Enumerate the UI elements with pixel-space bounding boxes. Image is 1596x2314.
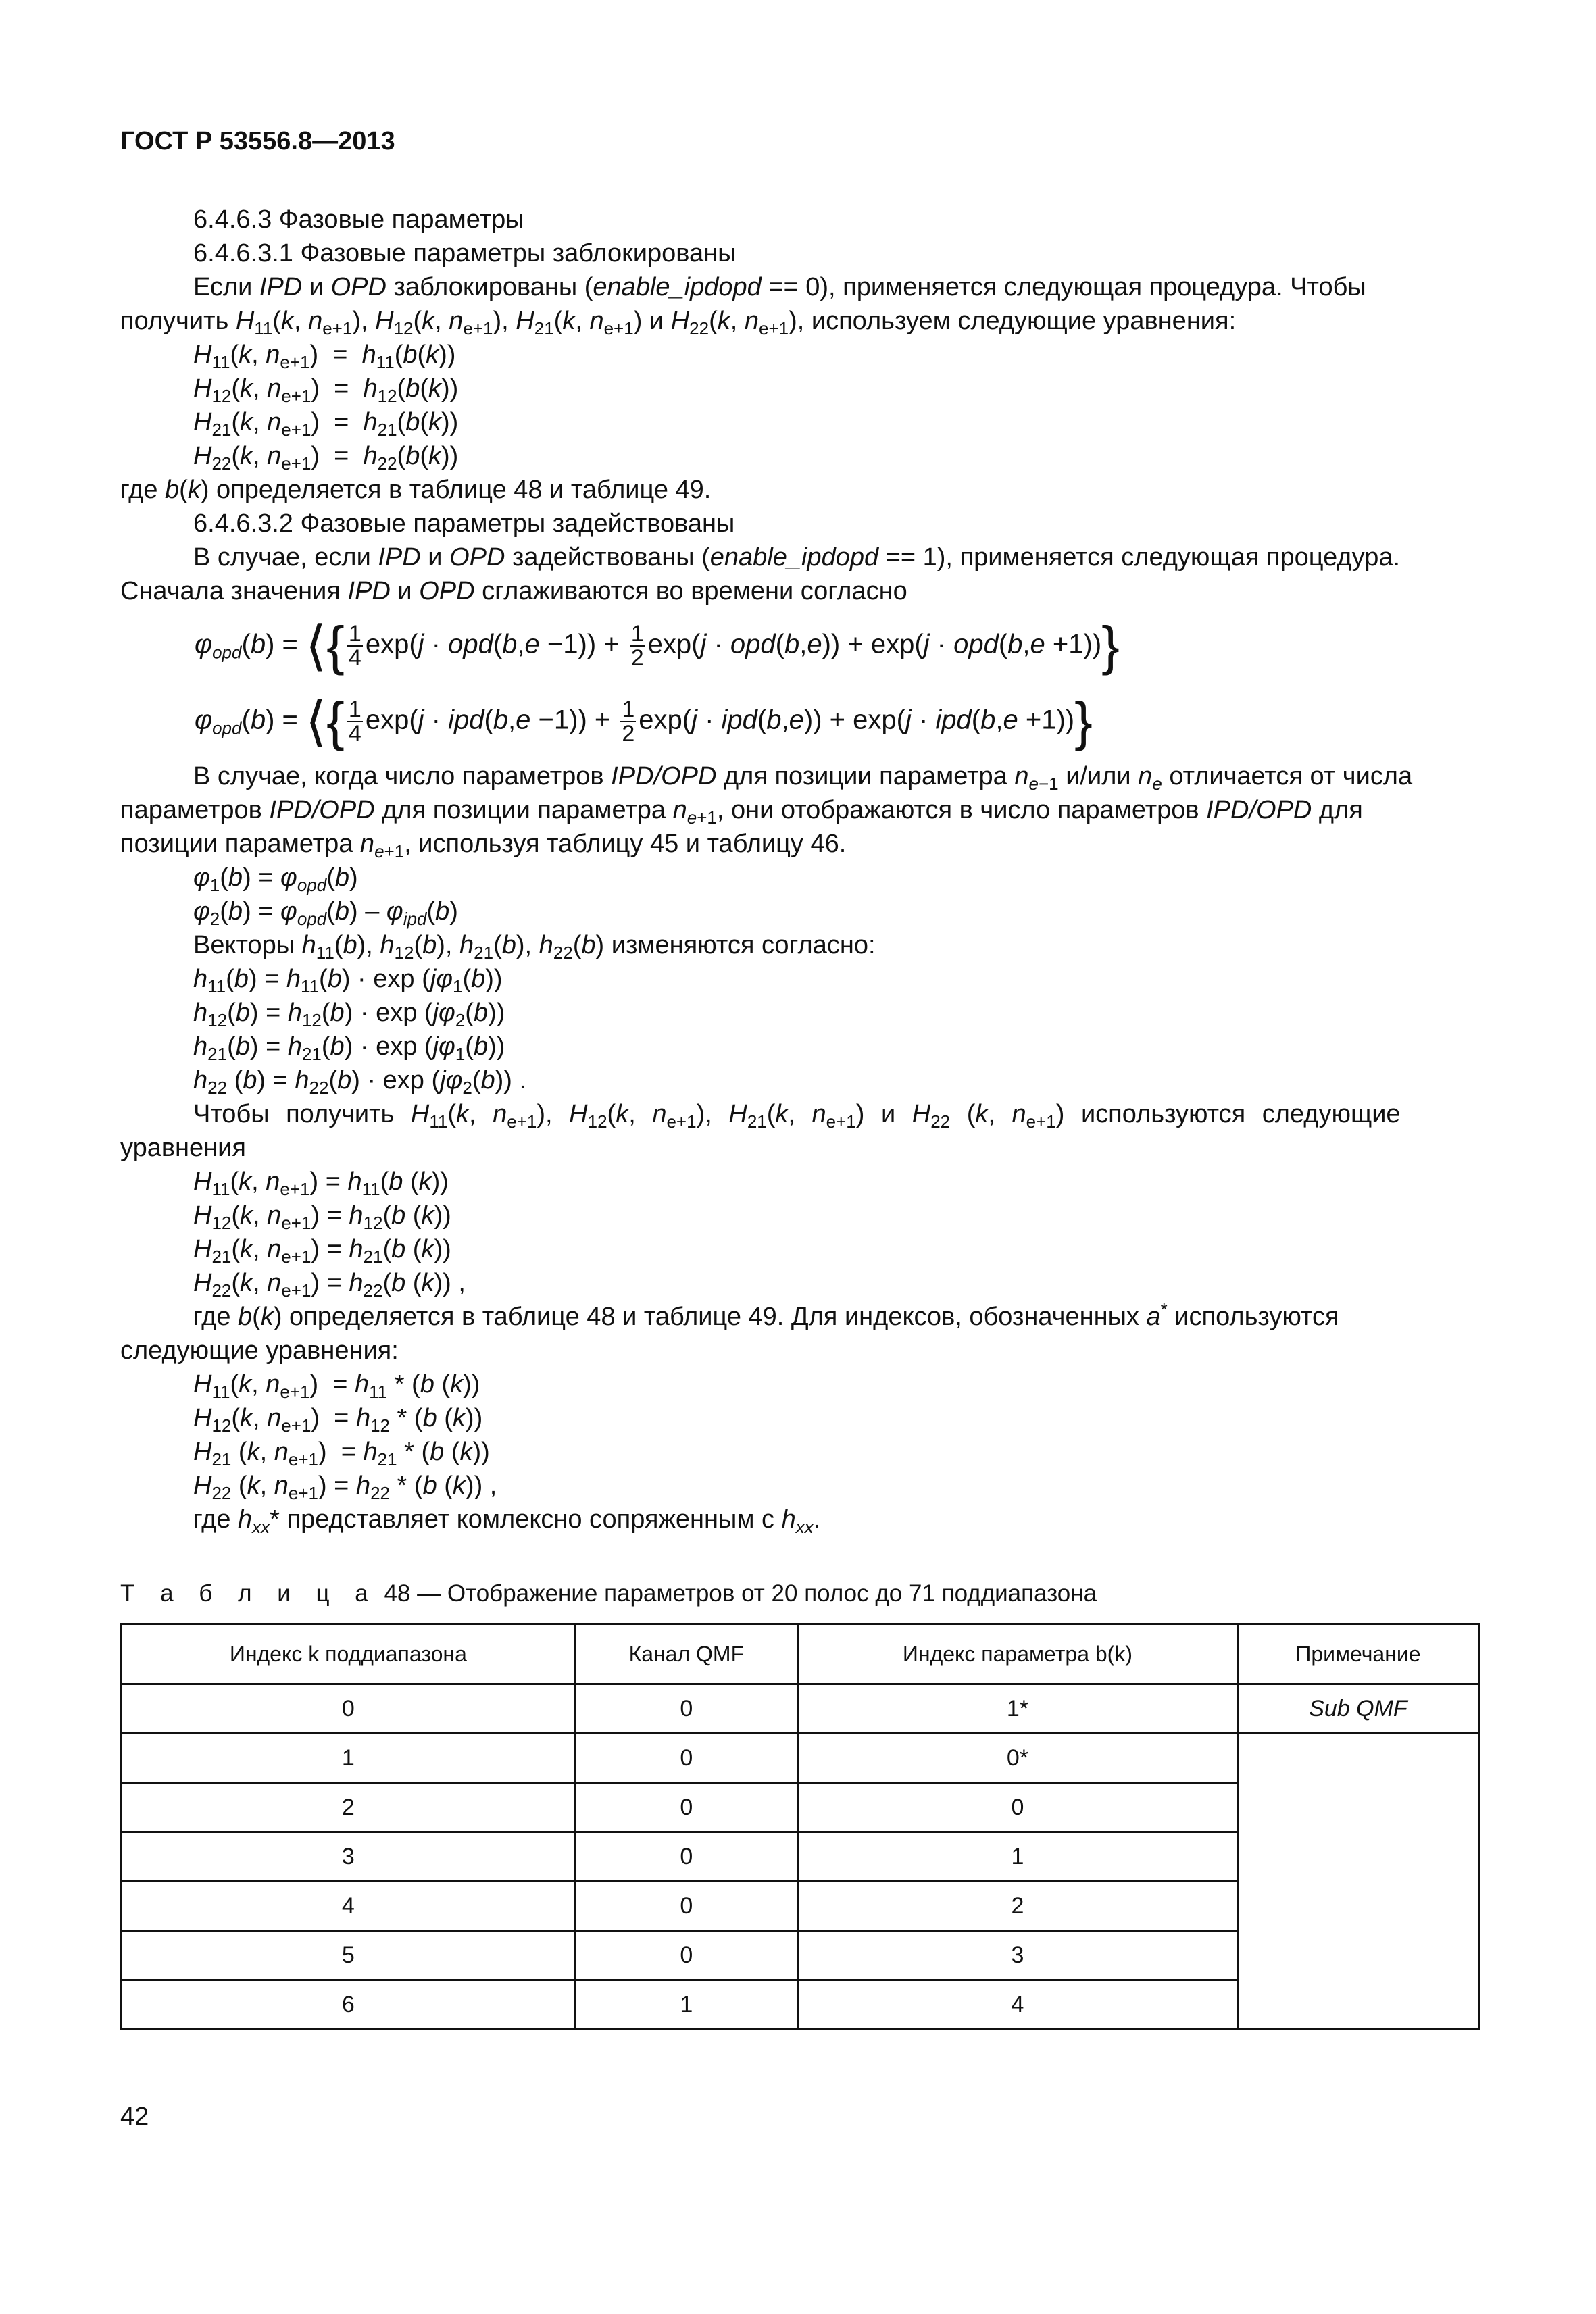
table-cell: 6 [122, 1980, 576, 2030]
paragraph: Сначала значения IPD и OPD сглаживаются во времени согласно [120, 577, 907, 605]
table-cell: 2 [797, 1882, 1237, 1931]
table-cell: 0 [575, 1684, 797, 1734]
paragraph: позиции параметра $n_{e+1}$, используя таблицу 45 и таблицу 46. [120, 830, 847, 861]
table-cell: 0 [575, 1783, 797, 1832]
equation: $h_{11}(b) = h_{11}(b) \cdot \exp (j\varphi_1(b))$ [193, 965, 503, 997]
table-cell: 3 [122, 1832, 576, 1882]
table-caption: Т а б л и ц а 48 — Отображение параметров от 20 полос до 71 поддиапазона [120, 1580, 1097, 1607]
paragraph: Чтобы получить $H_{11}(k$, $n_{e+1}$), $H_{12}(k$, $n_{e+1}$), $H_{21}(k$, $n_{e+1}$) и $H_{22}$ (k, $n_{e+1}$) используются следующие [193, 1100, 1401, 1132]
table-cell: 0 [122, 1684, 576, 1734]
equation: $H_{22}$ (k, $n_{e+1}) = h_{22} * (b$ (k)) , [193, 1472, 497, 1503]
equation: $H_{21}(k$, $n_{e+1}) = h_{21}(b(k))$ [193, 408, 459, 440]
column-header: Канал QMF [575, 1624, 797, 1684]
equation: $H_{12}(k$, $n_{e+1}) = h_{12}(b(k))$ [193, 374, 459, 406]
section-heading: 6.4.6.3.2 Фазовые параметры задействованы [193, 509, 735, 538]
paragraph: В случае, когда число параметров IPD/OPD для позиции параметра $n_{e-1}$ и/или $n_e$ отличается от числа [193, 762, 1413, 794]
table-header-row [122, 1624, 1479, 1684]
paragraph: получить $H_{11}(k$, $n_{e+1}$), $H_{12}(k$, $n_{e+1}$), $H_{21}(k$, $n_{e+1}$) и $H_{22}(k$, $n_{e+1}$), используем следующие уравнения: [120, 307, 1237, 338]
table-cell: 0 [575, 1832, 797, 1882]
paragraph: Векторы $h_{11}(b)$, $h_{12}(b)$, $h_{21}(b)$, $h_{22}(b)$ изменяются согласно: [193, 931, 876, 963]
section-heading: 6.4.6.3 Фазовые параметры [193, 205, 524, 234]
table-cell: 0 [575, 1931, 797, 1980]
paragraph: где b(k) определяется в таблице 48 и таблице 49. Для индексов, обозначенных a* используются [193, 1299, 1339, 1331]
equation: $H_{22}(k$, $n_{e+1}) = h_{22}(b(k))$ [193, 442, 459, 474]
equation: $H_{12}(k$, $n_{e+1}) = h_{12}(b$ (k)) [193, 1201, 451, 1233]
table-cell: 2 [122, 1783, 576, 1832]
equation: $H_{22}(k$, $n_{e+1}) = h_{22}(b$ (k)) , [193, 1269, 466, 1301]
body-text [120, 203, 1480, 2030]
document-header: ГОСТ Р 53556.8—2013 [120, 127, 395, 155]
equation: $h_{22}$ $(b) = h_{22}(b) \cdot \exp (j\varphi_2(b))$ . [193, 1066, 527, 1098]
table-row [122, 1734, 1479, 1783]
table-cell: 4 [122, 1882, 576, 1931]
paragraph: параметров IPD/OPD для позиции параметра $n_{e+1}$, они отображаются в число параметров IPD/OPD для [120, 796, 1363, 828]
table-cell: Sub QMF [1237, 1684, 1478, 1734]
table-cell-note [1237, 1734, 1478, 2030]
equation: $H_{21}$ (k, $n_{e+1}) = h_{21} * (b$ (k)) [193, 1438, 490, 1469]
paragraph: где b(k) определяется в таблице 48 и таблице 49. [120, 476, 712, 504]
equation: $\varphi_1(b) = \varphi_{opd}(b)$ [193, 863, 358, 895]
table-cell: 3 [797, 1931, 1237, 1980]
table-cell: 0 [575, 1882, 797, 1931]
table-row [122, 1684, 1479, 1734]
paragraph: Если IPD и OPD заблокированы (enable_ipdopd == 0), применяется следующая процедура. Чтобы [193, 273, 1366, 301]
table-cell: 0* [797, 1734, 1237, 1783]
table-cell: 1 [122, 1734, 576, 1783]
paragraph: следующие уравнения: [120, 1336, 399, 1365]
column-header: Индекс параметра b(k) [797, 1624, 1237, 1684]
column-header: Примечание [1237, 1624, 1478, 1684]
equation: $\varphi_2(b) = \varphi_{opd}(b) - \varphi_{ipd}(b)$ [193, 897, 458, 929]
paragraph: где $h_{xx}*$ представляет комлексно сопряженным с $h_{xx}$. [193, 1505, 821, 1537]
page-number: 42 [120, 2103, 149, 2131]
equation: $h_{12}(b) = h_{12}(b) \cdot \exp (j\varphi_2(b))$ [193, 999, 505, 1030]
formula-opd: $\varphi_{opd}(b)$ = ⟨{ $\frac{1}{4}$ exp(j · opd(b,e −1)) + $\frac{1}{2}$ exp(j · opd(b,e)) + exp(j · opd(b,e +1))} [195, 615, 1120, 676]
equation: $H_{11}(k$, $n_{e+1}) = h_{11}(b(k))$ [193, 341, 456, 372]
table-cell: 5 [122, 1931, 576, 1980]
table-cell: 0 [575, 1734, 797, 1783]
section-heading: 6.4.6.3.1 Фазовые параметры заблокированы [193, 239, 737, 268]
paragraph: В случае, если IPD и OPD задействованы (enable_ipdopd == 1), применяется следующая процедура. [193, 543, 1401, 572]
equation: $H_{21}(k$, $n_{e+1}) = h_{21}(b$ (k)) [193, 1235, 451, 1267]
equation: $h_{21}(b) = h_{21}(b) \cdot \exp (j\varphi_1(b))$ [193, 1032, 505, 1064]
parameter-mapping-table [120, 1623, 1480, 2030]
table-cell: 1* [797, 1684, 1237, 1734]
table-cell: 1 [797, 1832, 1237, 1882]
equation: $H_{12}(k$, $n_{e+1}) = h_{12} * (b$ (k)) [193, 1404, 483, 1436]
formula-ipd: $\varphi_{opd}(b)$ = ⟨{ $\frac{1}{4}$ exp(j · ipd(b,e −1)) + $\frac{1}{2}$ exp(j · ipd(b,e)) + exp(j · ipd(b,e +1))} [195, 691, 1093, 751]
table-cell: 4 [797, 1980, 1237, 2030]
column-header: Индекс k поддиапазона [122, 1624, 576, 1684]
paragraph: уравнения [120, 1134, 246, 1162]
table-cell: 0 [797, 1783, 1237, 1832]
table-cell: 1 [575, 1980, 797, 2030]
equation: $H_{11}(k$, $n_{e+1}) = h_{11}(b$ (k)) [193, 1167, 449, 1199]
equation: $H_{11}(k$, $n_{e+1}) = h_{11} * (b$ (k)) [193, 1370, 480, 1402]
